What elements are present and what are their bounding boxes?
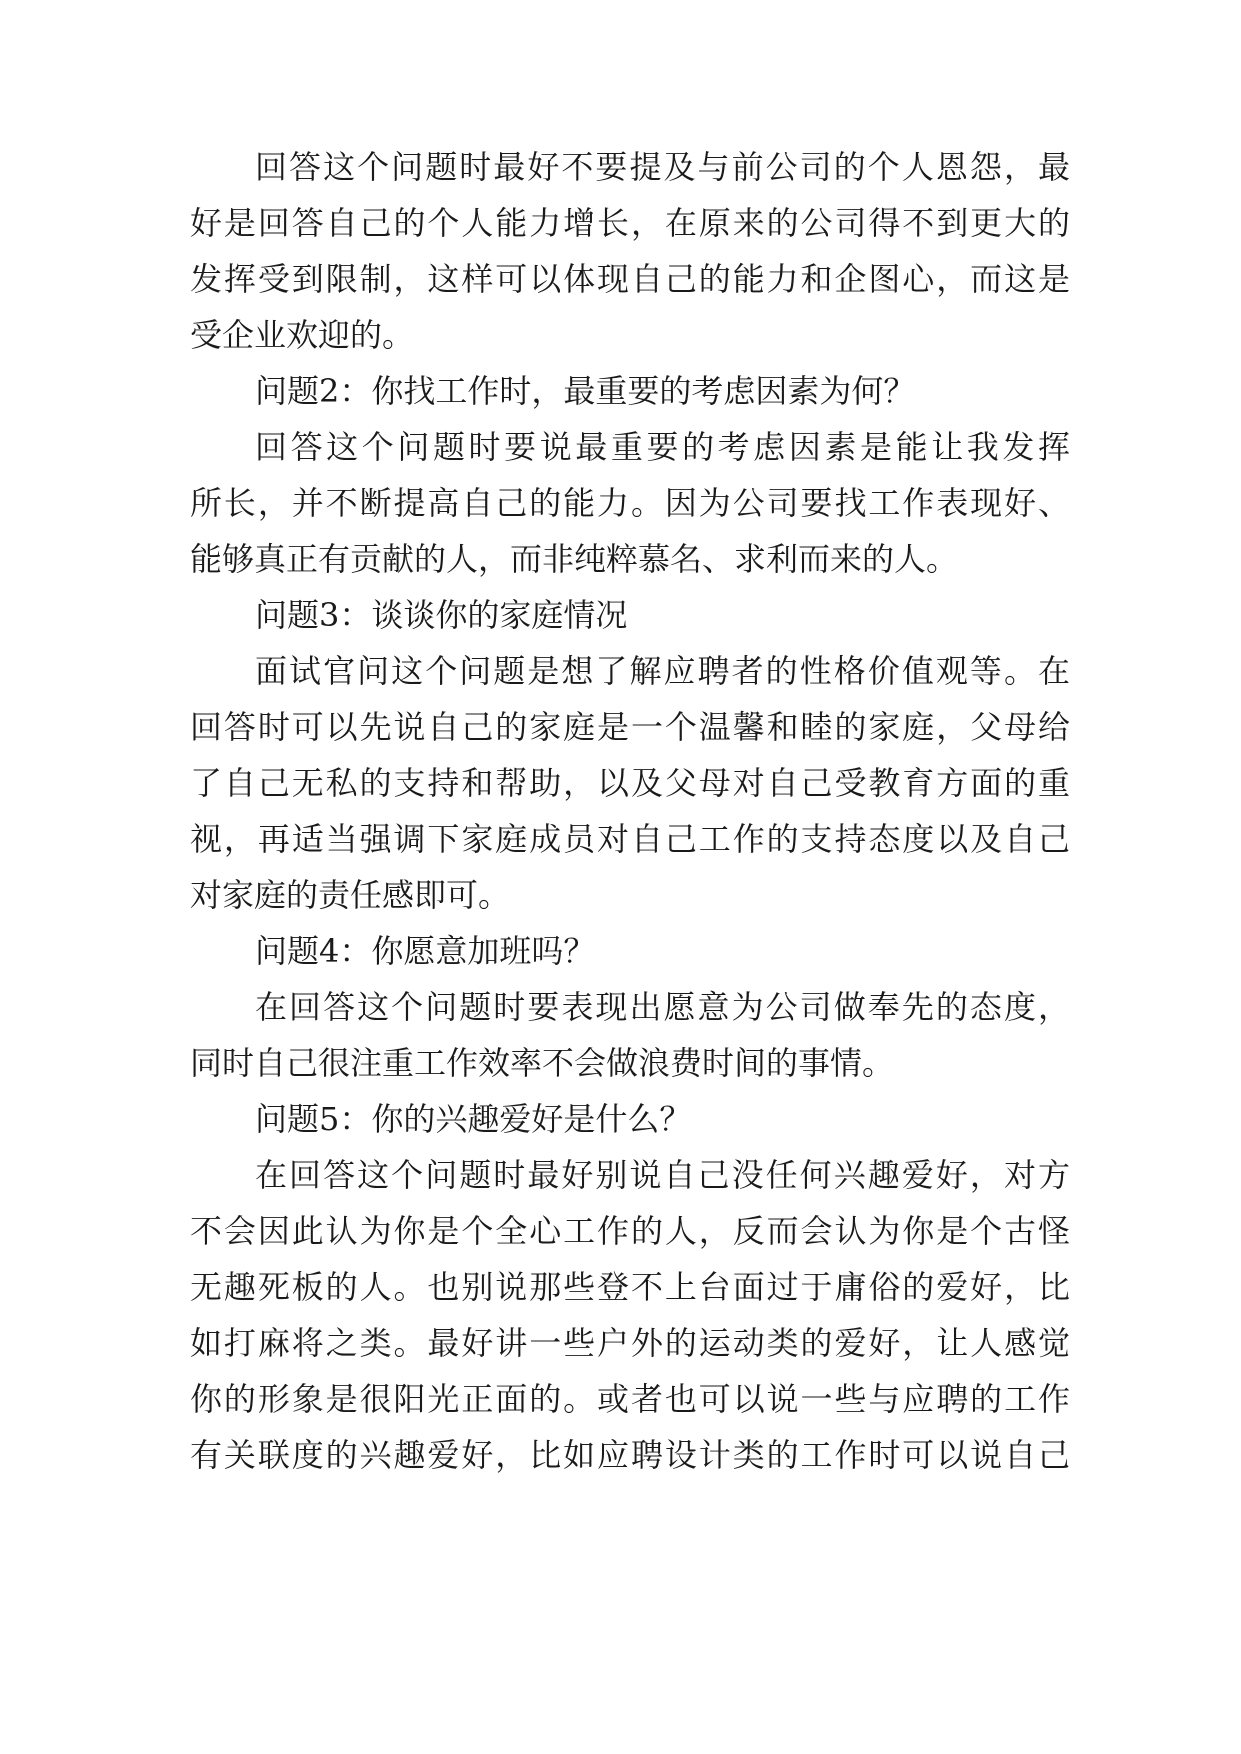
paragraph-line: 发挥受到限制，这样可以体现自己的能力和企图心，而这是	[190, 260, 1070, 298]
paragraph-line: 有关联度的兴趣爱好，比如应聘设计类的工作时可以说自己	[190, 1436, 1070, 1474]
paragraph-line: 同时自己很注重工作效率不会做浪费时间的事情。	[190, 1044, 895, 1082]
paragraph-line: 如打麻将之类。最好讲一些户外的运动类的爱好，让人感觉	[190, 1324, 1070, 1362]
paragraph-line: 回答这个问题时最好不要提及与前公司的个人恩怨，最	[255, 148, 1070, 186]
paragraph-line: 你的形象是很阳光正面的。或者也可以说一些与应聘的工作	[190, 1380, 1070, 1418]
question-heading: 问题2：你找工作时，最重要的考虑因素为何？	[255, 372, 916, 410]
paragraph-line: 不会因此认为你是个全心工作的人，反而会认为你是个古怪	[190, 1212, 1070, 1250]
question-heading: 问题4：你愿意加班吗？	[255, 932, 596, 970]
paragraph-line: 无趣死板的人。也别说那些登不上台面过于庸俗的爱好，比	[190, 1268, 1070, 1306]
paragraph-line: 面试官问这个问题是想了解应聘者的性格价值观等。在	[255, 652, 1070, 690]
paragraph-line: 受企业欢迎的。	[190, 316, 415, 354]
paragraph-line: 能够真正有贡献的人，而非纯粹慕名、求利而来的人。	[190, 540, 959, 578]
question-heading: 问题5：你的兴趣爱好是什么？	[255, 1100, 692, 1138]
question-heading: 问题3：谈谈你的家庭情况	[255, 596, 628, 634]
paragraph-line: 好是回答自己的个人能力增长，在原来的公司得不到更大的	[190, 204, 1070, 242]
paragraph-line: 视，再适当强调下家庭成员对自己工作的支持态度以及自己	[190, 820, 1070, 858]
paragraph-line: 回答这个问题时要说最重要的考虑因素是能让我发挥	[255, 428, 1070, 466]
paragraph-line: 对家庭的责任感即可。	[190, 876, 511, 914]
paragraph-line: 了自己无私的支持和帮助，以及父母对自己受教育方面的重	[190, 764, 1070, 802]
paragraph-line: 回答时可以先说自己的家庭是一个温馨和睦的家庭，父母给	[190, 708, 1070, 746]
paragraph-line: 在回答这个问题时最好别说自己没任何兴趣爱好，对方	[255, 1156, 1070, 1194]
paragraph-line: 在回答这个问题时要表现出愿意为公司做奉先的态度，	[255, 988, 1070, 1026]
paragraph-line: 所长，并不断提高自己的能力。因为公司要找工作表现好、	[190, 484, 1070, 522]
